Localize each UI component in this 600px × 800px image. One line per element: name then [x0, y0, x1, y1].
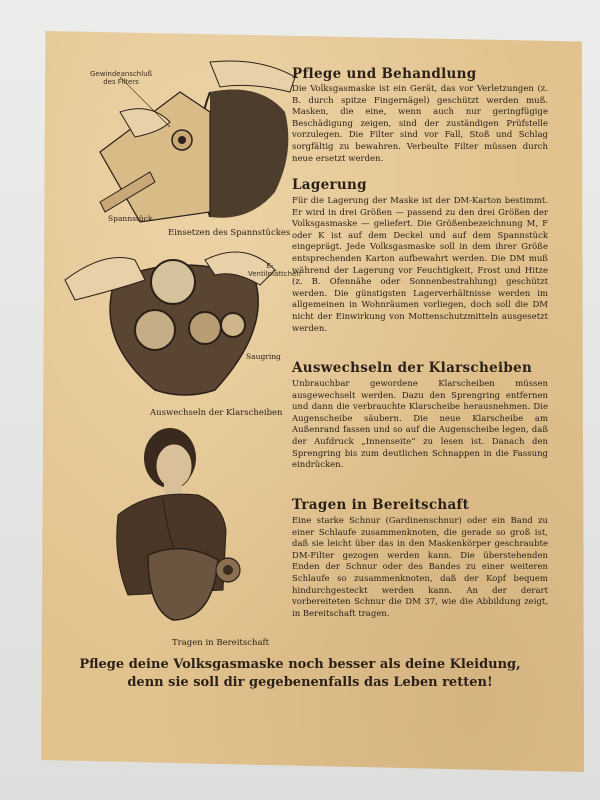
- heading-tragen: Tragen in Bereitschaft: [292, 497, 470, 513]
- caption-auswechseln: Auswechseln der Klarscheiben: [150, 408, 283, 418]
- text-pflege: Die Volksgasmaske ist ein Gerät, das vor Verletzungen (z. B. durch spitze Fingernägel) geschützt werden muß. Masken, die eine, wenn auch nur geringfügige Beschädigung zeigen, sind der zuständigen Prüfstelle vorzulegen. Die Filter sind vor Fall, Stoß und Schlag sorgfältig zu bewahren. Verbeulte Filter müssen durch neue ersetzt werden.: [292, 84, 548, 164]
- text-tragen: Eine starke Schnur (Gardinenschnur) oder ein Band zu einer Schlaufe zusammenknoten, die gerade so groß ist, daß sie leicht über das in den Maskenkörper geschraubte DM-Filter gezogen werden kann. Die überstehenden Enden der Schnur oder des Bandes zu einer weiteren Schlaufe so zusammenknoten, daß der Kopf bequem hindurchgesteckt werden kann. An der derart vorbereiteten Schnur die DM 37, wie die Abbildung zeigt, in Bereitschaft tragen.: [292, 516, 548, 619]
- caption-einsetzen: Einsetzen des Spannstückes: [168, 228, 291, 238]
- text-lagerung: Für die Lagerung der Maske ist der DM-Karton bestimmt. Er wird in drei Größen — passend zu den drei Größen der Volksgasmaske — geliefert. Die Größenbezeichnung M, F oder K ist auf dem Deckel und auf dem Spannstück eingeprägt. Jede Volksgasmaske soll in dem ihrer Größe entsprechenden Karton aufbewahrt werden. Die DM muß während der Lagerung vor Feuchtigkeit, Frost und Hitze (z. B. Ofennähe oder Sonnenbestrahlung) geschützt werden. Die günstigsten Lagerverhältnisse werden im allgemeinen in Wohnräumen vorliegen, doch soll die DM nicht der Einwirkung von Mottenschutzmitteln ausgesetzt werden.: [292, 196, 548, 334]
- caption-tragen: Tragen in Bereitschaft: [172, 638, 270, 648]
- footer-slogan: [70, 656, 530, 692]
- footer-line-2: denn sie soll dir gegebenenfalls das Leben retten!: [127, 675, 493, 690]
- text-klarscheiben: Unbrauchbar gewordene Klarscheiben müssen ausgewechselt werden. Dazu den Sprengring entfernen und dann die verbrauchte Klarscheibe herausnehmen. Die Augenscheibe säubern. Die neue Klarscheibe am Außenrand fassen und so auf die Augenscheibe legen, daß der Aufdruck „Innenseite“ zu lesen ist. Danach den Sprengring bis zum deutlichen Schnappen in die Fassung eindrücken.: [292, 379, 548, 471]
- illustration-tragen-bereitschaft: [108, 420, 258, 630]
- heading-klarscheiben: Auswechseln der Klarscheiben: [292, 360, 533, 376]
- label-e-ventil: E-Ventilplättchen: [248, 262, 301, 278]
- label-spannstueck: Spannstück: [108, 214, 153, 223]
- label-saugring: Saugring: [246, 352, 281, 361]
- footer-line-1: Pflege deine Volksgasmaske noch besser als deine Kleidung,: [79, 657, 521, 672]
- label-gewindeanschluss: Gewindeanschluß des Filters: [90, 70, 153, 86]
- heading-pflege: Pflege und Behandlung: [292, 66, 477, 82]
- heading-lagerung: Lagerung: [292, 177, 367, 193]
